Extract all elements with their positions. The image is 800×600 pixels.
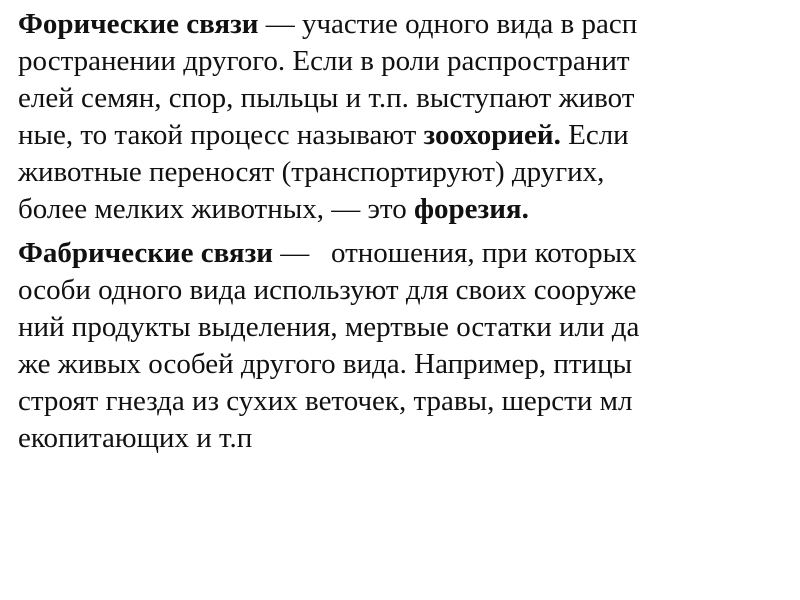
text-line: елей семян, спор, пыльцы и т.п. выступают живот — [18, 82, 635, 114]
paragraph-fabric-relations — [18, 235, 788, 457]
text-line: ространении другого. Если в роли распространит — [18, 45, 630, 77]
text-fragment: более мелких животных, — это — [18, 193, 414, 225]
text-line — [18, 117, 788, 154]
text-fragment: Если — [560, 119, 629, 151]
text-fragment: ные, то такой процесс называют — [18, 119, 424, 151]
term-phoric-relations: Форические связи — [18, 8, 259, 40]
term-phoresy: форезия. — [413, 193, 529, 225]
paragraph-gap — [18, 228, 788, 235]
text-line: животные переносят (транспортируют) других, — [18, 156, 605, 188]
term-fabric-relations: Фабрические связи — [18, 237, 273, 269]
text-line: екопитающих и т.п — [18, 422, 253, 454]
text-line — [18, 191, 788, 228]
text-line — [18, 235, 788, 272]
text-fragment: — участие одного вида в расп — [258, 8, 638, 40]
text-fragment: — отношения, при которых — [272, 237, 637, 269]
text-line: строят гнезда из сухих веточек, травы, шерсти мл — [18, 385, 633, 417]
text-line: ний продукты выделения, мертвые остатки или да — [18, 311, 640, 343]
text-line — [18, 6, 788, 43]
text-line: особи одного вида используют для своих сооруже — [18, 274, 637, 306]
term-zoochory: зоохорией. — [423, 119, 561, 151]
text-line: же живых особей другого вида. Например, птицы — [18, 348, 633, 380]
document-page — [18, 6, 788, 457]
paragraph-phoric-relations — [18, 6, 788, 228]
